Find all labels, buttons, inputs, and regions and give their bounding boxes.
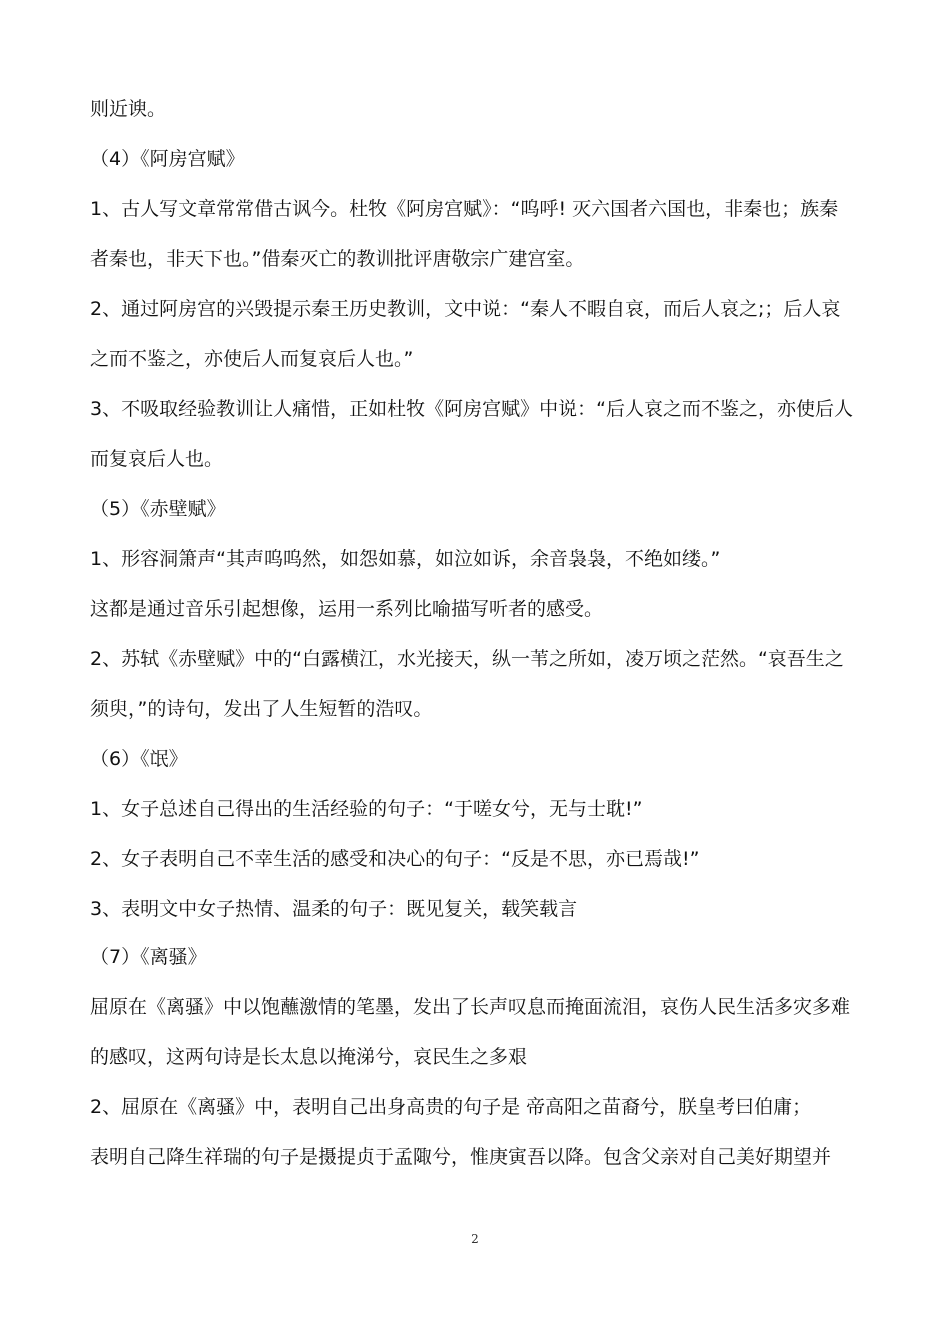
- text-segment: 表明自己降生祥瑞的句子是: [90, 1146, 319, 1168]
- underlined-quote: 于嗟女兮，无与士耽!: [453, 798, 633, 820]
- text-segment: ”: [710, 548, 721, 570]
- text-segment: 2、苏轼《赤壁赋》中的“: [90, 648, 302, 670]
- text-segment: 包含父亲对自己美好期望并: [603, 1146, 832, 1168]
- text-segment: 3、不吸取经验教训让人痛惜，正如杜牧《阿房宫赋》中说：“: [90, 398, 606, 420]
- underlined-quote: 秦人不暇自哀，而后人哀之;；后人哀: [529, 298, 841, 320]
- text-segment: 3、表明文中女子热情、温柔的句子：: [90, 898, 407, 920]
- underlined-quote: 既见复关，载笑载言: [406, 898, 578, 920]
- text-line: [90, 994, 865, 1020]
- text-segment: 1、古人写文章常常借古讽今。杜牧《阿房宫赋》：“: [90, 198, 521, 220]
- text-line: [90, 696, 865, 722]
- text-segment: 1、女子总述自己得出的生活经验的句子：“: [90, 798, 454, 820]
- text-line: [90, 1044, 865, 1070]
- underlined-quote: 须臾，: [90, 698, 138, 720]
- text-segment: （4）《阿房宫赋》: [90, 148, 245, 170]
- text-segment: 2、通过阿房宫的兴毁提示秦王历史教训，文中说：“: [90, 298, 530, 320]
- text-line: [90, 346, 865, 372]
- text-line: [90, 146, 865, 172]
- text-segment: ”: [632, 798, 643, 820]
- underlined-quote: 呜呼! 灭六国者六国也，非秦也；族秦: [520, 198, 839, 220]
- text-segment: 的感叹，这两句诗是: [90, 1046, 262, 1068]
- text-segment: 屈原在《离骚》中以饱蘸激情的笔墨，发出了长声叹息而掩面流泪，哀伤人民生活多灾多难: [90, 996, 851, 1018]
- text-segment: （6）《氓》: [90, 748, 188, 770]
- text-line: [90, 896, 865, 922]
- text-segment: ”: [689, 848, 700, 870]
- text-line: [90, 96, 865, 122]
- text-line: [90, 796, 865, 822]
- text-segment: 这都是通过音乐引起想像，运用一系列比喻描写听者的感受。: [90, 598, 604, 620]
- text-line: [90, 846, 865, 872]
- text-line: [90, 196, 865, 222]
- underlined-quote: 而复哀后人也。: [90, 448, 224, 470]
- text-line: [90, 296, 865, 322]
- text-line: [90, 944, 865, 970]
- text-line: [90, 746, 865, 772]
- text-segment: 1、形容洞箫声“: [90, 548, 226, 570]
- text-line: [90, 496, 865, 522]
- text-segment: 2、屈原在《离骚》中，表明自己出身高贵的句子是: [90, 1096, 527, 1118]
- underlined-quote: 白露横江，水光接天，纵一苇之所如，凌万顷之茫然。“哀吾生之: [301, 648, 844, 670]
- text-segment: ”借秦灭亡的教训批评唐敬宗广建宫室。: [251, 248, 585, 270]
- text-line: [90, 396, 865, 422]
- text-line: [90, 596, 865, 622]
- text-segment: （7）《离骚》: [90, 946, 207, 968]
- text-line: [90, 646, 865, 672]
- text-segment: ；: [792, 1096, 812, 1118]
- underlined-quote: 摄提贞于孟陬兮，惟庚寅吾以降。: [318, 1146, 604, 1168]
- text-segment: 2、女子表明自己不幸生活的感受和决心的句子：“: [90, 848, 511, 870]
- underlined-quote: 之而不鉴之，亦使后人而复哀后人也。: [90, 348, 404, 370]
- underlined-quote: 反是不思，亦已焉哉!: [510, 848, 690, 870]
- underlined-quote: 其声呜呜然，如怨如慕，如泣如诉，余音袅袅，不绝如缕。: [225, 548, 711, 570]
- text-segment: ”: [403, 348, 414, 370]
- text-line: [90, 546, 865, 572]
- text-line: [90, 246, 865, 272]
- page-number: 2: [471, 1232, 479, 1246]
- text-line: [90, 1094, 865, 1120]
- underlined-quote: 长太息以掩涕兮，哀民生之多艰: [261, 1046, 528, 1068]
- text-line: [90, 1144, 865, 1170]
- text-line: [90, 446, 865, 472]
- underlined-quote: 帝高阳之苗裔兮，朕皇考曰伯庸: [526, 1096, 793, 1118]
- text-segment: （5）《赤壁赋》: [90, 498, 226, 520]
- underlined-quote: 后人哀之而不鉴之，亦使后人: [605, 398, 853, 420]
- underlined-quote: 者秦也，非天下也。: [90, 248, 252, 270]
- underlined-quote: 则近谀。: [90, 98, 167, 120]
- text-segment: ”的诗句，发出了人生短暂的浩叹。: [137, 698, 433, 720]
